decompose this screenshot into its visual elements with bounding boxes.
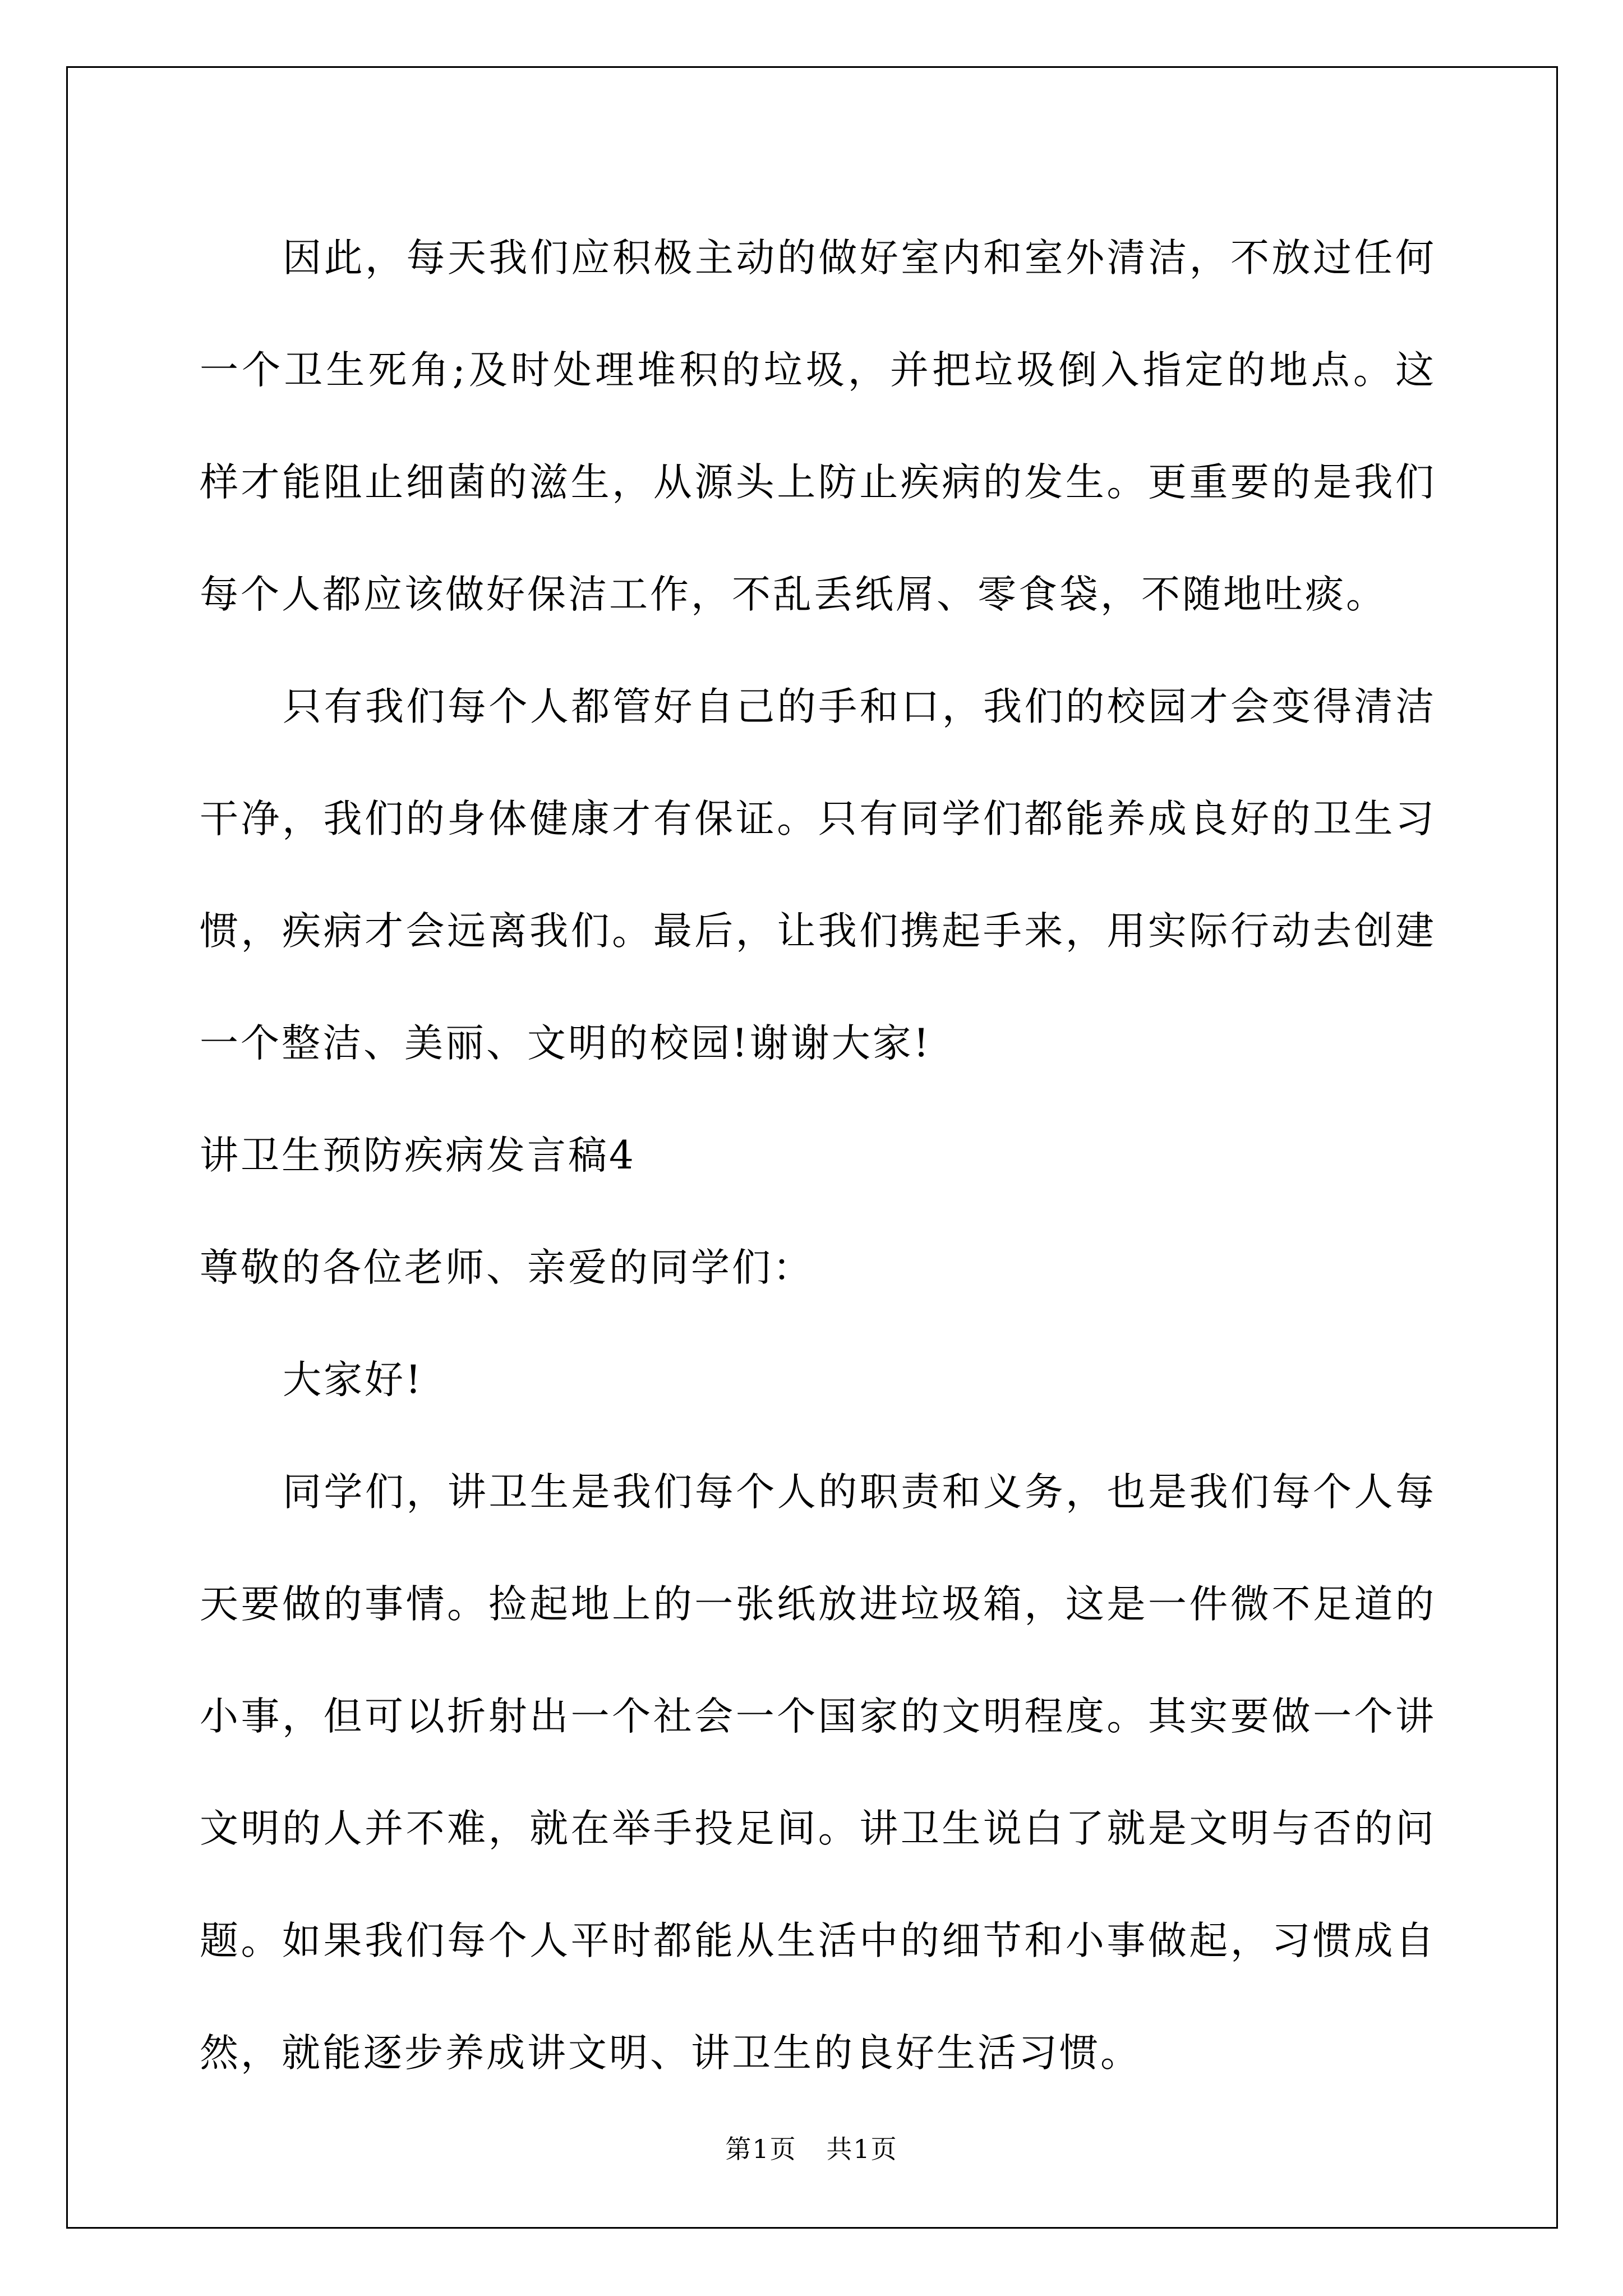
greeting: 大家好! xyxy=(283,1358,423,1402)
paragraph-responsibility: 同学们，讲卫生是我们每个人的职责和义务，也是我们每个人每天要做的事情。捡起地上的一张纸放进垃圾箱，这是一件微不足道的小事，但可以折射出一个社会一个国家的文明程度。其实要做一个讲文明的人并不难，就在举手投足间。讲卫生说白了就是文明与否的问题。如果我们每个人平时都能从生活中的细节和小事做起，习惯成自然，就能逐步养成讲文明、讲卫生的良好生活习惯。 xyxy=(200,1470,1436,2076)
speech-title: 讲卫生预防疾病发言稿4 xyxy=(200,1133,636,1178)
document-body xyxy=(200,202,1436,2109)
page-number-total: 共1页 xyxy=(826,2134,898,2164)
salutation: 尊敬的各位老师、亲爱的同学们： xyxy=(200,1245,814,1290)
page-footer xyxy=(0,2129,1623,2166)
paragraph-hygiene-habits: 只有我们每个人都管好自己的手和口，我们的校园才会变得清洁干净，我们的身体健康才有保证。只有同学们都能养成良好的卫生习惯，疾病才会远离我们。最后，让我们携起手来，用实际行动去创建一个整洁、美丽、文明的校园!谢谢大家! xyxy=(200,684,1436,1066)
paragraph-cleaning: 因此，每天我们应积极主动的做好室内和室外清洁，不放过任何一个卫生死角;及时处理堆积的垃圾，并把垃圾倒入指定的地点。这样才能阻止细菌的滋生，从源头上防止疾病的发生。更重要的是我们每个人都应该做好保洁工作，不乱丢纸屑、零食袋，不随地吐痰。 xyxy=(200,236,1436,617)
page-number-current: 第1页 xyxy=(725,2134,797,2164)
